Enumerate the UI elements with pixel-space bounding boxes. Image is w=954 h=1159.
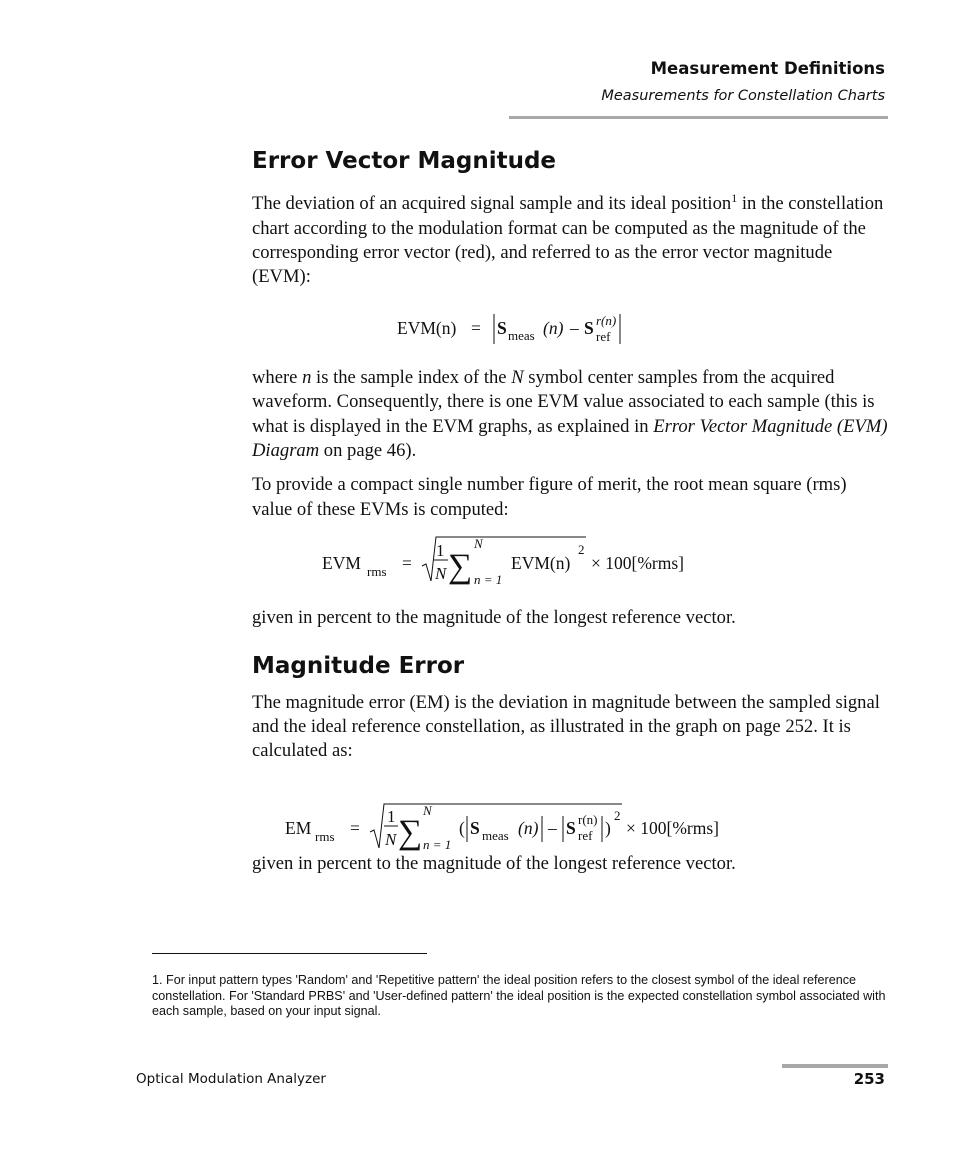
s-meas-symbol: S: [497, 317, 507, 338]
em-frac-numerator: 1: [387, 807, 396, 826]
magnitude-error-paragraph: The magnitude error (EM) is the deviation in magnitude between the sampled signal and the ideal reference constellation, as illustrated in the graph on page 252. It is calculated as:: [252, 691, 880, 762]
open-paren: (: [459, 818, 465, 838]
footnote-separator: [152, 953, 427, 954]
em-rms-eq: =: [350, 818, 360, 838]
meas-subscript: meas: [508, 327, 535, 343]
minus-sign: –: [570, 317, 579, 338]
evm-explanation-paragraph: where n is the sample index of the N symbol center samples from the acquired waveform. Consequently, there is one EVM value associated to each sample (this is what is displayed in the EVM graphs, as explained in Error Vector Magnitude (EVM) Diagram on page 46).: [252, 366, 888, 462]
section-heading-magnitude-error: Magnitude Error: [252, 652, 465, 679]
header-rule: [509, 116, 888, 119]
sum-lower-limit: n = 1: [474, 572, 503, 588]
section-heading-evm: Error Vector Magnitude: [252, 148, 557, 174]
page-body: [252, 146, 888, 886]
rms-intro-paragraph: To provide a compact single number figure of merit, the root mean square (rms) value of these EVMs is computed:: [252, 474, 847, 520]
evm-formula-lhs: EVM(n): [397, 317, 457, 338]
em-rms-lhs: EM: [285, 818, 312, 838]
frac-denominator: N: [435, 564, 447, 584]
footnote-text: 1. For input pattern types 'Random' and 'Repetitive pattern' the ideal position refers to the closest symbol of the ideal reference constellation. For 'Standard PRBS' and 'User-defined pattern' the ideal position is the expected constellation symbol associated with each sample, based on your input signal.: [152, 973, 886, 1019]
em-percent-rms-factor: × 100[%rms]: [626, 818, 719, 838]
em-s-ref: S: [566, 818, 576, 838]
evm-rms-eq: =: [402, 553, 412, 574]
em-sum-lower-limit: n = 1: [423, 837, 452, 852]
footer-rule: [782, 1064, 888, 1068]
footer-product-name: Optical Modulation Analyzer: [136, 1071, 326, 1087]
em-n-argument: (n): [518, 818, 539, 838]
rn-superscript: r(n): [596, 312, 617, 328]
em-frac-denominator: N: [385, 830, 397, 849]
evm-term: EVM(n): [511, 553, 571, 574]
evm-rms-lhs: EVM: [322, 553, 361, 574]
sigma-symbol: ∑: [448, 548, 473, 586]
n-argument: (n): [543, 317, 564, 338]
em-rms-note: given in percent to the magnitude of the longest reference vector.: [252, 852, 736, 874]
square-exponent: 2: [578, 542, 585, 558]
evm-rms-note: given in percent to the magnitude of the longest reference vector.: [252, 607, 736, 629]
evm-formula-eq: =: [471, 317, 481, 338]
em-sigma-symbol: ∑: [398, 814, 423, 851]
em-rms-formula-drawing: [280, 802, 800, 862]
s-ref-symbol: S: [584, 317, 594, 338]
em-rms-subscript: rms: [315, 829, 335, 844]
close-paren: ): [605, 818, 611, 838]
percent-rms-factor: × 100[%rms]: [591, 553, 684, 574]
evm-formula: [252, 300, 888, 352]
frac-numerator: 1: [436, 541, 445, 561]
em-rn-superscript: r(n): [578, 812, 598, 827]
em-meas-subscript: meas: [482, 828, 509, 843]
page-number: 253: [853, 1070, 885, 1088]
footnote-reference[interactable]: 1: [731, 191, 738, 205]
rms-subscript: rms: [367, 564, 387, 580]
em-s-meas: S: [470, 818, 480, 838]
sum-upper-limit: N: [474, 536, 483, 552]
ref-subscript: ref: [596, 328, 611, 344]
em-sum-upper-limit: N: [423, 803, 432, 818]
evm-rms-formula: [252, 532, 888, 592]
em-square-exponent: 2: [614, 808, 621, 823]
evm-diagram-link[interactable]: Error Vector Magnitude (EVM) Diagram: [252, 415, 888, 462]
evm-intro-paragraph: The deviation of an acquired signal sample and its ideal position$^1$ in the constellation chart according to the modulation format can be computed as the magnitude of the corresponding error vector (red), and referred to as the error vector magnitude (EVM):: [252, 191, 884, 288]
running-header-subtitle: Measurements for Constellation Charts: [601, 88, 885, 104]
running-header-title: Measurement Definitions: [650, 59, 885, 78]
em-ref-subscript: ref: [578, 828, 593, 843]
em-minus: –: [548, 818, 557, 838]
